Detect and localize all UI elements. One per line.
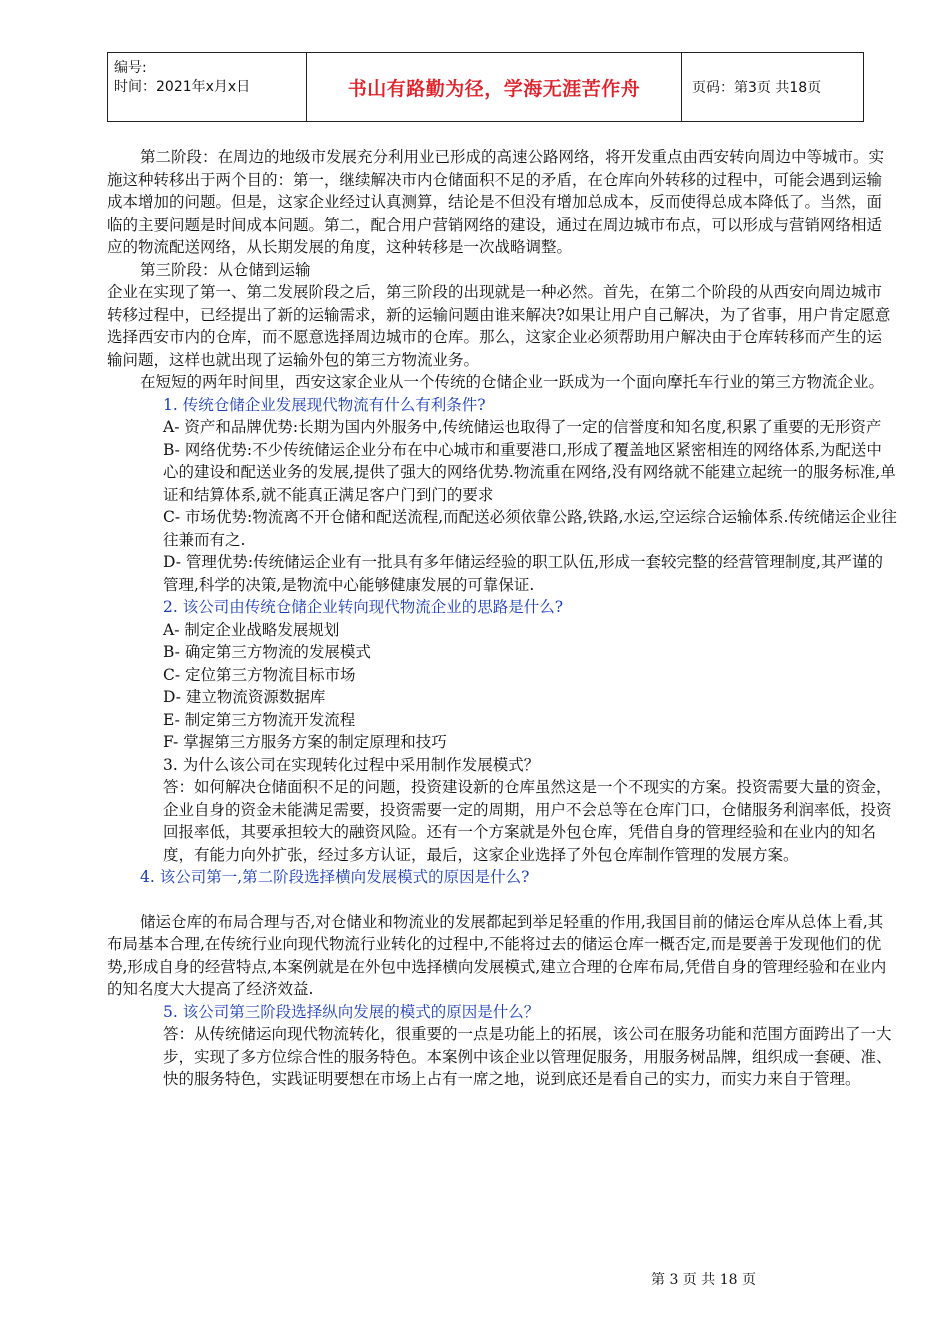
number-label: 编号: xyxy=(114,60,147,76)
answer-item: A- 制定企业战略发展规划 xyxy=(163,620,340,639)
header-motto: 书山有路勤为径，学海无涯苦作舟 xyxy=(307,53,682,121)
answer-item: F- 掌握第三方服务方案的制定原理和技巧 xyxy=(163,733,447,751)
question-4: 4. 该公司第一,第二阶段选择横向发展模式的原因是什么? xyxy=(140,868,530,886)
page-footer: 第 3 页 共 18 页 xyxy=(651,1272,756,1288)
answer-item: D- 管理优势:传统储运企业有一批具有多年储运经验的职工队伍,形成一套较完整的经营管理制度,其严谨的管理,科学的决策,是物流中心能够健康发展的可靠保证. xyxy=(163,553,883,594)
answer-item: D- 建立物流资源数据库 xyxy=(163,688,326,706)
answer-4: 储运仓库的布局合理与否,对仓储业和物流业的发展都起到举足轻重的作用,我国目前的储运仓库从总体上看,其布局基本合理,在传统行业向现代物流行业转化的过程中,不能将过去的储运仓库一概否定,而是要善于发现他们的优势,形成自身的经营特点,本案例就是在外包中选择横向发展模式,建立合理的仓库布局,凭借自身的管理经验和在业内的知名度大大提高了经济效益. xyxy=(107,912,887,998)
question-block-1 xyxy=(107,394,897,597)
question-block-3 xyxy=(107,754,897,867)
page-header xyxy=(107,52,864,122)
question-block-5 xyxy=(107,1001,897,1091)
header-page-info: 页码：第3页 共18页 xyxy=(692,80,822,96)
paragraph-summary: 在短短的两年时间里，西安这家企业从一个传统的仓储企业一跃成为一个面向摩托车行业的第三方物流企业。 xyxy=(140,373,885,391)
question-5: 5. 该公司第三阶段选择纵向发展的模式的原因是什么？ xyxy=(163,1002,540,1021)
answer-item: B- 确定第三方物流的发展模式 xyxy=(163,643,371,661)
question-1: 1. 传统仓储企业发展现代物流有什么有利条件? xyxy=(163,395,486,414)
document-body xyxy=(107,146,897,1091)
answer-item: B- 网络优势:不少传统储运企业分布在中心城市和重要港口,形成了覆盖地区紧密相连的网络体系,为配送中心的建设和配送业务的发展,提供了强大的网络优势.物流重在网络,没有网络就不能建立起统一的服务标准,单证和结算体系,就不能真正满足客户门到门的要求 xyxy=(163,440,896,504)
paragraph-stage-three: 企业在实现了第一、第二发展阶段之后，第三阶段的出现就是一种必然。首先，在第二个阶段的从西安向周边城市转移过程中，已经提出了新的运输需求，新的运输问题由谁来解决?如果让用户自己解决，为了省事，用户肯定愿意选择西安市内的仓库，而不愿意选择周边城市的仓库。那么，这家企业必须帮助用户解决由于仓库转移而产生的运输问题，这样也就出现了运输外包的第三方物流业务。 xyxy=(107,283,891,369)
heading-stage-three: 第三阶段：从仓储到运输 xyxy=(140,260,311,279)
answer-text: 答：从传统储运向现代物流转化，很重要的一点是功能上的拓展，该公司在服务功能和范围方面跨出了一大步，实现了多方位综合性的服务特色。本案例中该企业以管理促服务，用服务树品牌，组织成一套硬、准、快的服务特色，实践证明要想在市场上占有一席之地，说到底还是看自己的实力，而实力来自于管理。 xyxy=(163,1025,892,1088)
spacer xyxy=(107,889,897,911)
answer-item: C- 市场优势:物流离不开仓储和配送流程,而配送必须依靠公路,铁路,水运,空运综合运输体系.传统储运企业往往兼而有之. xyxy=(163,508,897,549)
answer-item: A- 资产和品牌优势:长期为国内外服务中,传统储运也取得了一定的信誉度和知名度,积累了重要的无形资产 xyxy=(163,418,882,436)
header-meta xyxy=(108,53,307,121)
answer-item: C- 定位第三方物流目标市场 xyxy=(163,665,356,684)
question-block-2 xyxy=(107,596,897,754)
answer-item: E- 制定第三方物流开发流程 xyxy=(163,710,356,729)
question-2: 2. 该公司由传统仓储企业转向现代物流企业的思路是什么? xyxy=(163,598,564,616)
time-label: 时间：2021年x月x日 xyxy=(114,79,251,95)
question-3: 3. 为什么该公司在实现转化过程中采用制作发展模式？ xyxy=(163,755,540,774)
answer-text: 答：如何解决仓储面积不足的问题，投资建设新的仓库虽然这是一个不现实的方案。投资需要大量的资金，企业自身的资金未能满足需要，投资需要一定的周期，用户不会总等在仓库门口，仓储服务利润率低，投资回报率低，其要承担较大的融资风险。还有一个方案就是外包仓库，凭借自身的管理经验和在业内的知名度，有能力向外扩张，经过多方认证，最后，这家企业选择了外包仓库制作管理的发展方案。 xyxy=(163,778,892,864)
paragraph-stage-two: 第二阶段：在周边的地级市发展充分利用业已形成的高速公路网络，将开发重点由西安转向周边中等城市。实施这种转移出于两个目的：第一，继续解决市内仓储面积不足的矛盾，在仓库向外转移的过程中，可能会遇到运输成本增加的问题。但是，这家企业经过认真测算，结论是不但没有增加总成本，反而使得总成本降低了。当然，面临的主要问题是时间成本问题。第二，配合用户营销网络的建设，通过在周边城市布点，可以形成与营销网络相适应的物流配送网络，从长期发展的角度，这种转移是一次战略调整。 xyxy=(107,148,885,256)
